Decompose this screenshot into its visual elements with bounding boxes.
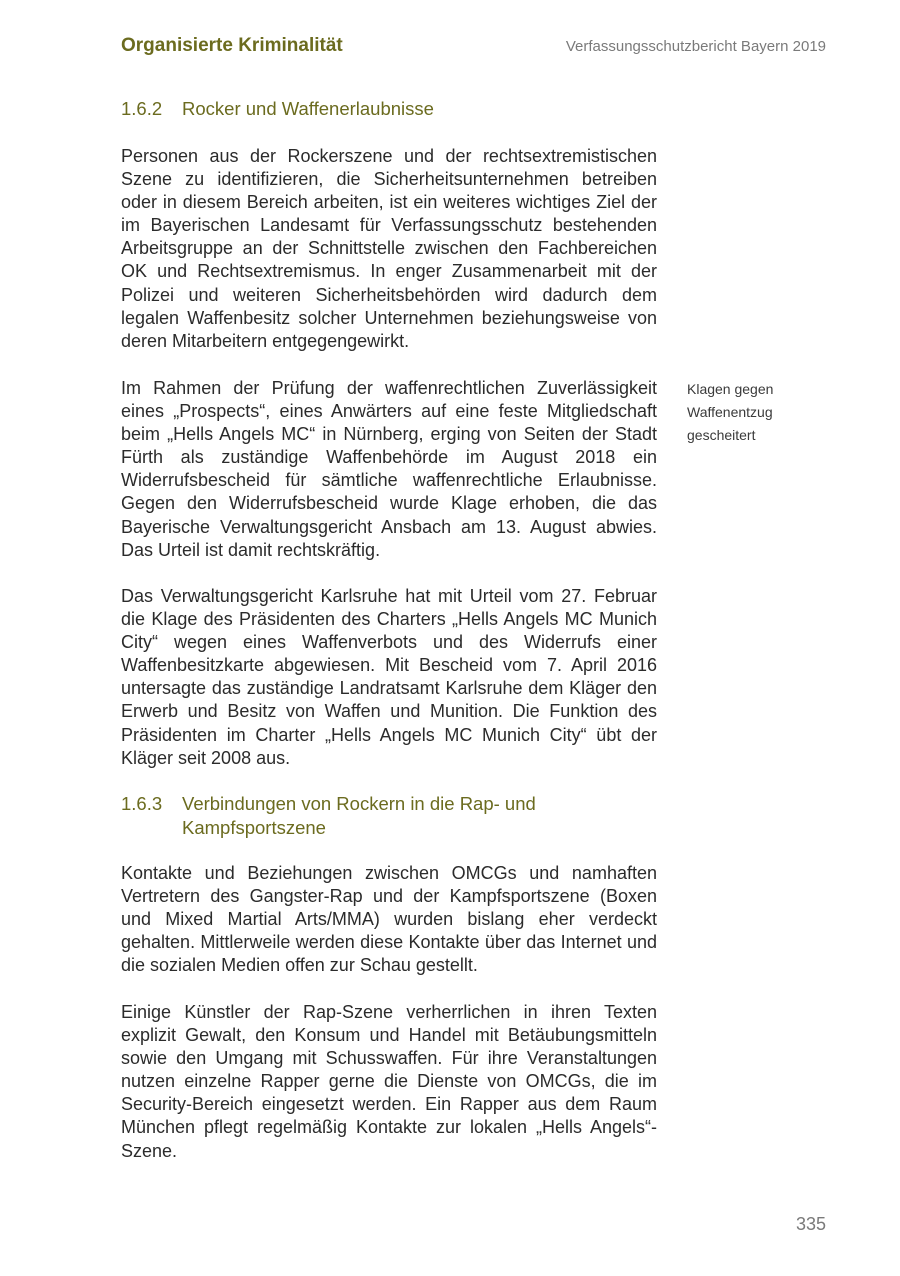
header-report-title: Verfassungsschutzbericht Bayern 2019 xyxy=(565,38,826,55)
paragraph-5: Einige Künstler der Rap-Szene verherrlichen in ihren Texten explizit Gewalt, den Konsum und Handel mit Betäubungsmitteln sowie den Umgang mit Schusswaffen. Für ihre Veranstaltungen nutzen einzelne Rapper gerne die Dienste von OMCGs, die im Security-Bereich eingesetzt werden. Ein Rapper aus dem Raum München pflegt regelmäßig Kontakte zur lokalen „Hells Angels“-Szene. xyxy=(121,1002,657,1161)
paragraph-3: Das Verwaltungsgericht Karlsruhe hat mit Urteil vom 27. Februar die Klage des Präsidenten des Charters „Hells Angels MC Munich City“ wegen eines Waffenverbots und des Widerrufs einer Waffenbesitzkarte abgewiesen. Mit Bescheid vom 7. April 2016 untersagte das zuständige Landratsamt Karlsruhe dem Kläger den Erwerb und Besitz von Waffen und Munition. Die Funktion des Präsidenten im Charter „Hells Angels MC Munich City“ übt der Kläger seit 2008 aus. xyxy=(121,586,657,768)
section-heading-1-6-3 xyxy=(121,792,661,840)
paragraph-1: Personen aus der Rockerszene und der rechtsextremistischen Szene zu identifizieren, die Sicherheitsunternehmen betreiben oder in diesem Bereich arbeiten, ist ein weiteres wichtiges Ziel der im Bayerischen Landesamt für Verfassungsschutz bestehenden Arbeitsgruppe an der Schnittstelle zwischen den Fachbereichen OK und Rechtsextremismus. In enger Zusammenarbeit mit der Polizei und weiteren Sicherheitsbehörden wird dadurch dem legalen Waffenbesitz solcher Unternehmen beziehungsweise von deren Mitarbeitern entgegengewirkt. xyxy=(121,146,657,351)
paragraph-4: Kontakte und Beziehungen zwischen OMCGs und namhaften Vertretern des Gangster-Rap und der Kampfsportszene (Boxen und Mixed Martial Arts/MMA) wurden bislang eher verdeckt gehalten. Mittlerweile werden diese Kontakte über das Internet und die sozialen Medien offen zur Schau gestellt. xyxy=(121,863,657,976)
paragraph-2: Im Rahmen der Prüfung der waffenrechtlichen Zuverlässigkeit eines „Prospects“, eines Anwärters auf eine feste Mitgliedschaft beim „Hells Angels MC“ in Nürnberg, erging von Seiten der Stadt Fürth als zuständige Waffenbehörde im August 2018 ein Widerrufsbescheid für sämtliche waffenrechtliche Erlaubnisse. Gegen den Widerrufsbescheid wurde Klage erhoben, die das Bayerische Verwaltungsgericht Ansbach am 13. August abwies. Das Urteil ist damit rechtskräftig. xyxy=(121,378,657,560)
header-section-title: Organisierte Kriminalität xyxy=(121,35,343,56)
margin-note xyxy=(687,378,797,447)
section-number: 1.6.2 xyxy=(121,98,163,119)
margin-note-line: Klagen gegen xyxy=(687,381,774,397)
section-title-line: Verbindungen von Rockern in die Rap- und xyxy=(182,793,536,814)
margin-note-line: gescheitert xyxy=(687,427,756,443)
page-number: 335 xyxy=(795,1214,826,1234)
section-title: Rocker und Waffenerlaubnisse xyxy=(182,98,434,119)
section-heading-1-6-2 xyxy=(121,97,661,121)
section-number: 1.6.3 xyxy=(121,793,163,814)
margin-note-line: Waffenentzug xyxy=(687,404,773,420)
section-title-line: Kampfsportszene xyxy=(182,817,326,838)
